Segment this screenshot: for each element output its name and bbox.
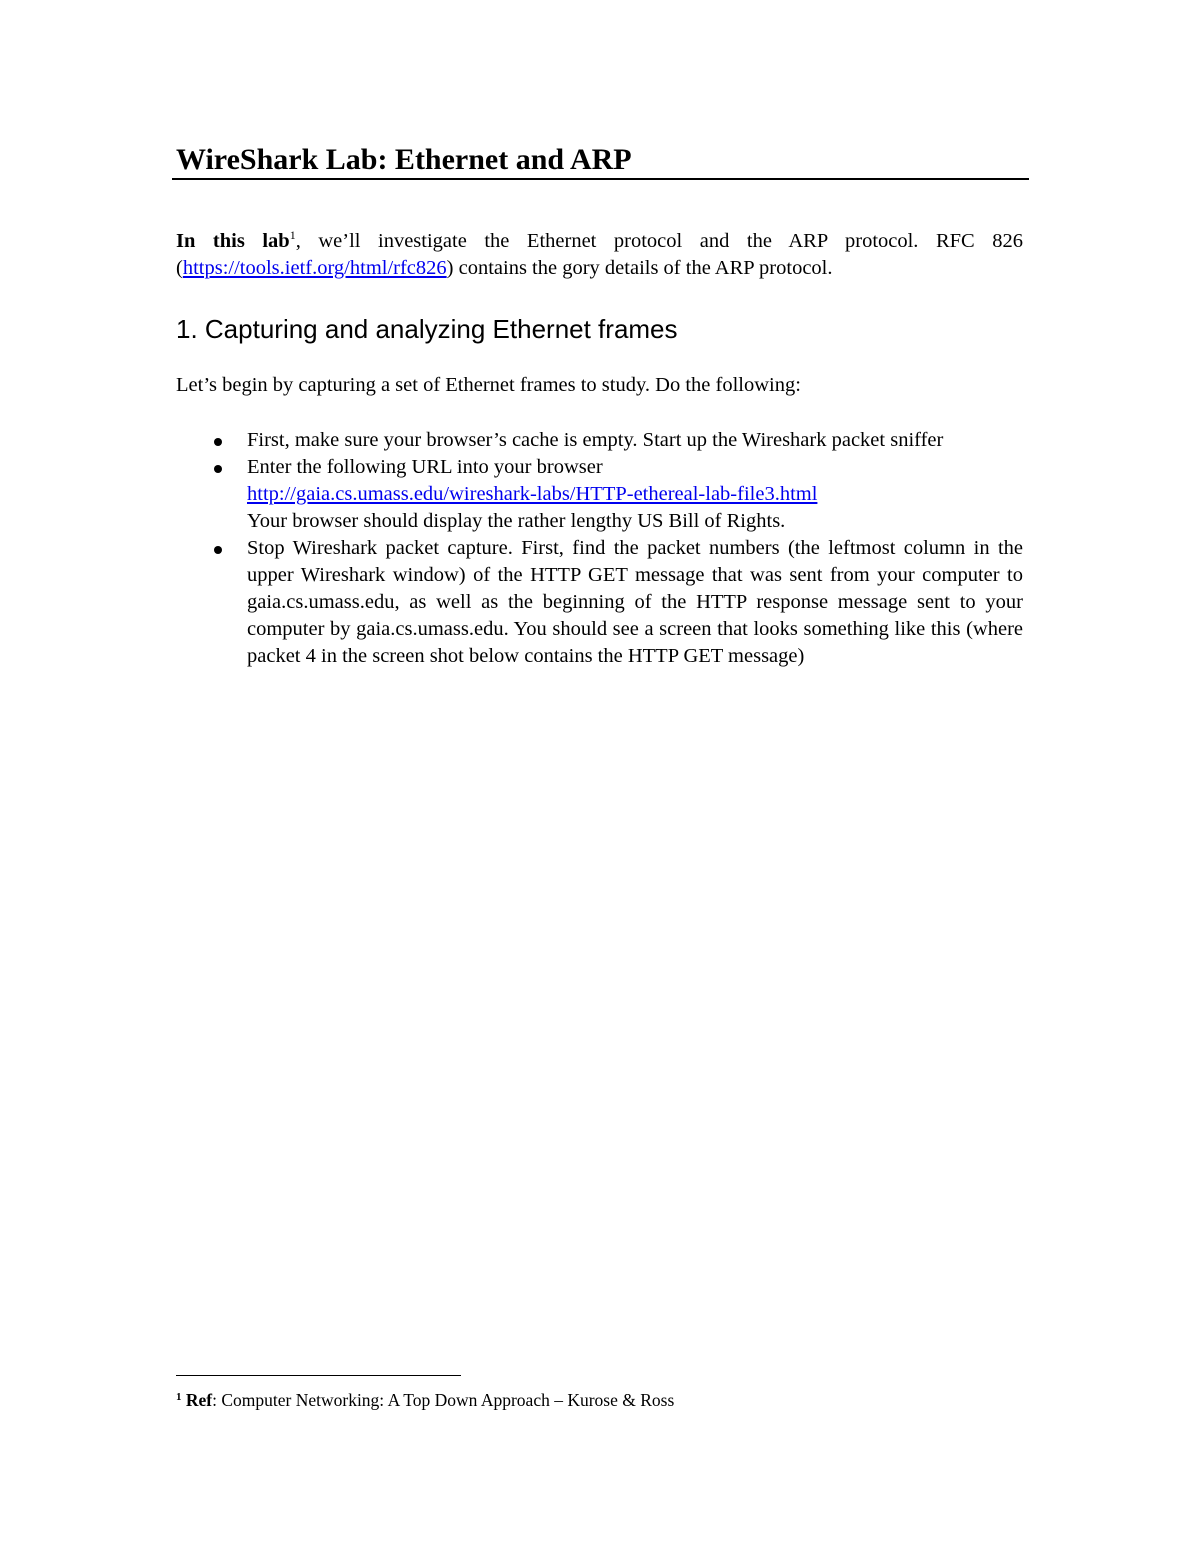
step-text: Enter the following URL into your browser <box>247 456 603 478</box>
footnote-text: : Computer Networking: A Top Down Approach – Kurose & Ross <box>212 1390 675 1410</box>
intro-paragraph <box>176 228 1023 282</box>
footnote-separator <box>176 1375 461 1376</box>
footnote-label: Ref <box>185 1390 213 1410</box>
footnote <box>176 1388 674 1412</box>
footnote-reference[interactable]: 1 <box>289 228 296 242</box>
steps-list <box>176 427 1023 670</box>
document-title: WireShark Lab: Ethernet and ARP <box>176 143 632 176</box>
rfc826-link[interactable]: https://tools.ietf.org/html/rfc826 <box>182 257 447 279</box>
step-text-note: Your browser should display the rather lengthy US Bill of Rights. <box>247 510 786 532</box>
intro-lead-word: In this lab <box>176 230 290 252</box>
footnote-mark: 1 <box>176 1391 182 1403</box>
bullet-icon <box>214 465 222 473</box>
list-item <box>176 427 1023 454</box>
section-lead-paragraph: Let’s begin by capturing a set of Ethernet frames to study. Do the following: <box>176 374 801 396</box>
step-text: First, make sure your browser’s cache is empty. Start up the Wireshark packet sniffer <box>247 429 944 451</box>
list-item <box>176 454 1023 535</box>
step-text: Stop Wireshark packet capture. First, find the packet numbers (the leftmost column in the upper Wireshark window) of the HTTP GET message that was sent from your computer to gaia.cs.umass.edu, as well as the beginning of the HTTP response message sent to your computer by gaia.cs.umass.edu. You should see a screen that looks something like this (where packet 4 in the screen shot below contains the HTTP GET message) <box>247 537 1023 667</box>
list-item <box>176 535 1023 670</box>
section-heading: 1. Capturing and analyzing Ethernet frames <box>176 314 678 344</box>
bullet-icon <box>214 438 222 446</box>
bullet-icon <box>214 546 222 554</box>
title-underline <box>172 178 1029 180</box>
lab-file-link[interactable]: http://gaia.cs.umass.edu/wireshark-labs/HTTP-ethereal-lab-file3.html <box>247 483 818 505</box>
intro-text-part1: , we’ll investigate the Ethernet protocol and the ARP protocol. RFC 826 ( <box>176 230 1023 279</box>
intro-text-part2: ) contains the gory details of the ARP protocol. <box>446 257 833 279</box>
